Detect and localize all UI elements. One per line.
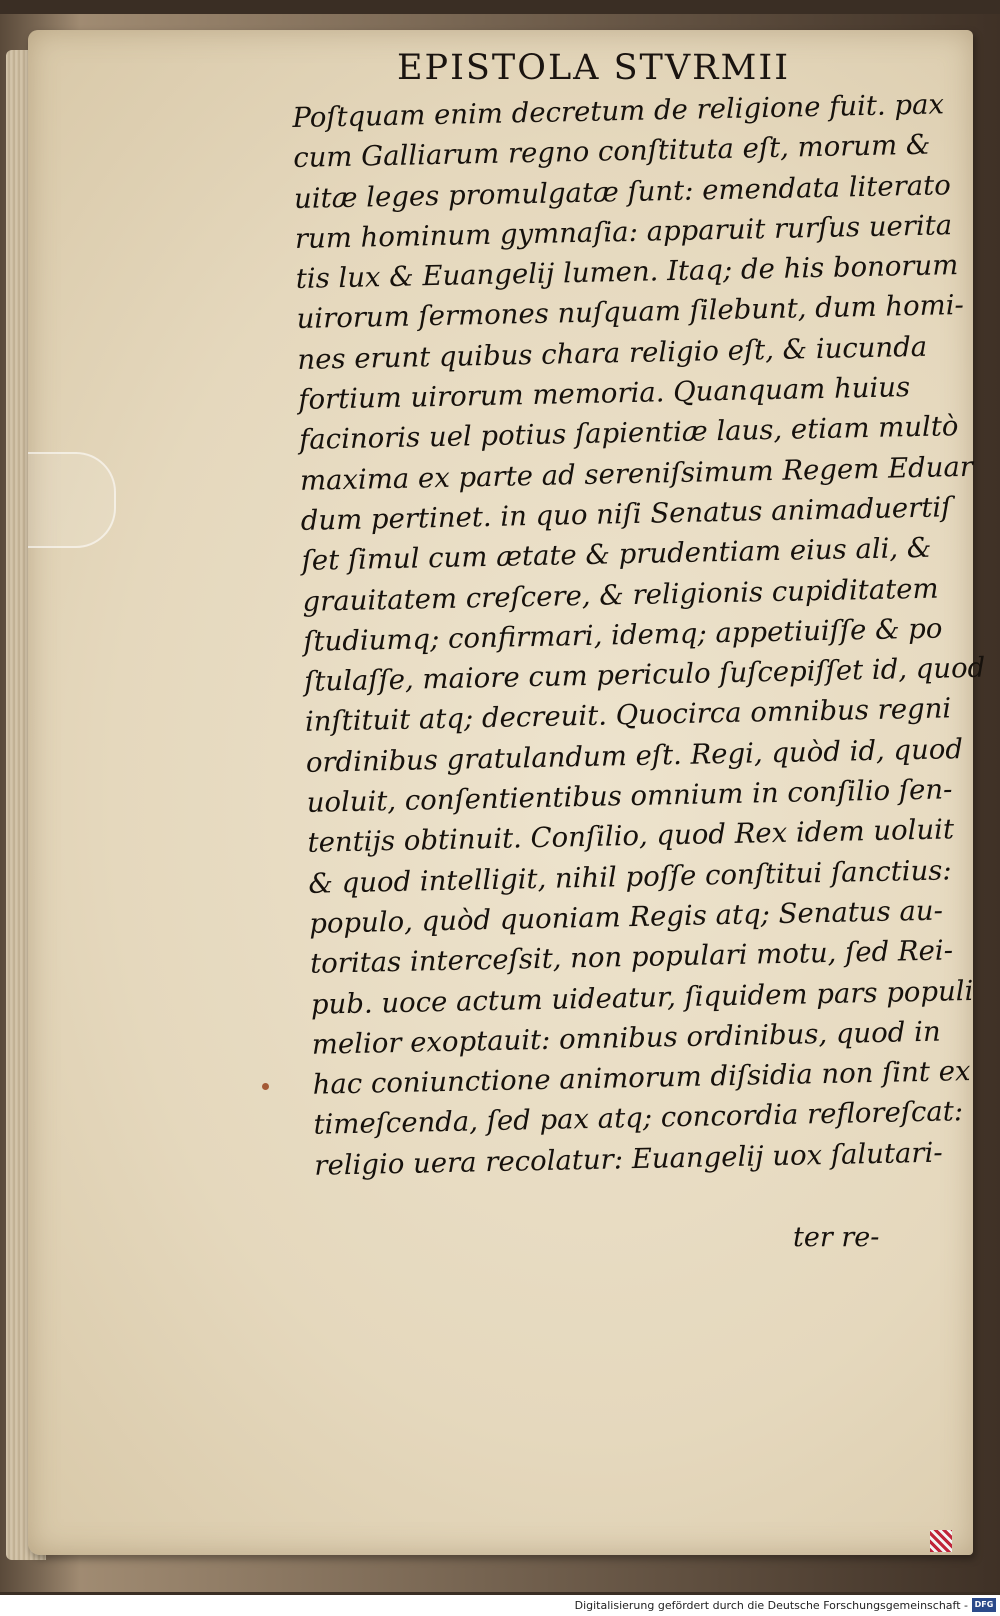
text-line: tentijs obtinuit. Conſilio, quod Rex idem uoluit [307,813,955,860]
text-line: uoluit, conſentientibus omnium in conſilio ſen- [306,773,953,819]
text-line: melior exoptauit: omnibus ordinibus, quod in [311,1015,941,1061]
text-line: Poſtquam enim decretum de religione fuit. pax [292,88,945,134]
text-line: dum pertinet. in quo niſi Senatus animaduertiſ [300,491,952,537]
funding-notice: Digitalisierung gefördert durch die Deutsche Forschungsgemeinschaft - [574,1599,968,1612]
text-line: timeſcenda, ſed pax atq; concordia refloreſcat: [313,1095,964,1142]
text-line: pub. uoce actum uideatur, ſiquidem pars populi [310,974,974,1021]
text-line: nes erunt quibus chara religio eſt, & iucunda [297,330,928,376]
text-line: cum Galliarum regno conſtituta eſt, morum & [292,128,931,175]
bookmark-tab [930,1530,952,1552]
margin-ink-dot [262,1083,269,1090]
text-line: facinoris uel potius ſapientiæ laus, etiam multò [298,410,959,457]
text-line: ſet ſimul cum ætate & prudentiam eius ali, & [301,531,932,578]
text-line: rum hominum gymnaſia: apparuit rurſus uerita [294,209,953,255]
text-line: religio uera recolatur: Euangelij uox ſalutari- [314,1136,943,1182]
text-line: uirorum ſermones nuſquam ſilebunt, dum homi- [296,289,965,336]
dfg-logo: DFG [972,1598,996,1612]
text-line: uitæ leges promulgatæ ſunt: emendata literato [293,168,952,215]
text-line: ordinibus gratulandum eſt. Regi, quòd id, quod [305,732,964,779]
text-line: fortium uirorum memoria. Quanquam huius [297,371,911,417]
text-line: ſtudiumq; confirmari, idemq; appetiuiſſe & po [303,612,943,658]
text-line: toritas interceſsit, non populari motu, ſed Rei- [309,934,954,981]
text-line: populo, quòd quoniam Regis atq; Senatus au- [308,894,944,940]
catchword: ter re- [793,1222,880,1253]
page-clip [28,452,116,548]
text-block [292,85,986,1186]
text-line: tis lux & Euangelij lumen. Itaq; de his bonorum [295,249,959,296]
text-line: maxima ex parte ad sereniſsimum Regem Eduar [299,450,974,497]
text-line: hac coniunctione animorum diſsidia non ſint ex [312,1055,971,1101]
text-line: inſtituit atq; decreuit. Quocirca omnibus regni [304,692,952,739]
text-line: grauitatem creſcere, & religionis cupiditatem [302,572,939,618]
running-head: EPISTOLA STVRMII [397,48,791,88]
footer-bar [0,1595,1000,1616]
text-line: ſtulaſſe, maiore cum periculo ſuſcepiſſet id, quod [303,651,986,699]
text-line: & quod intelligit, nihil poſſe conſtitui ſanctius: [308,853,952,900]
